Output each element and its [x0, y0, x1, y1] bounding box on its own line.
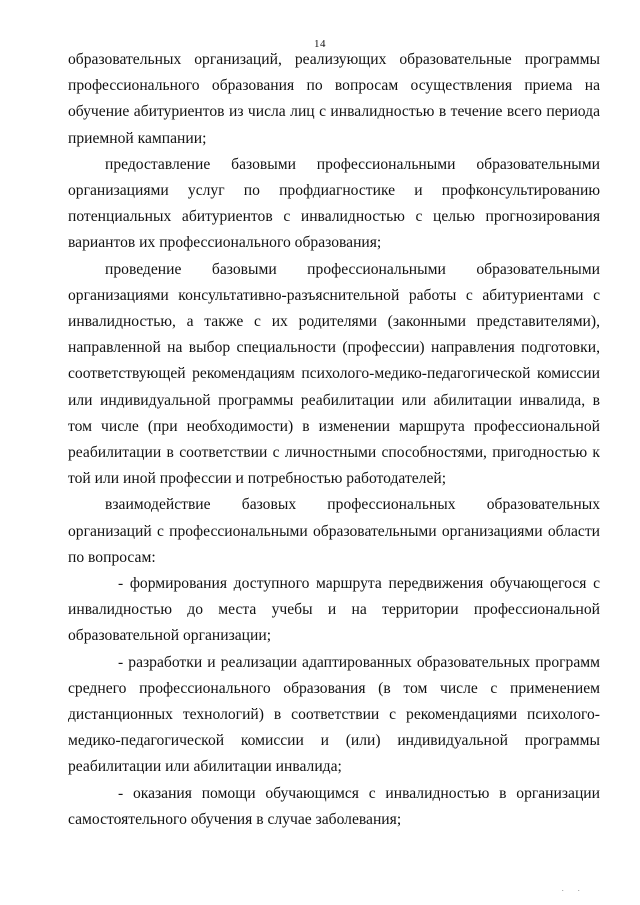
- paragraph-continuation: образовательных организаций, реализующих образовательные программы профессионального образования по вопросам осуществления приема на обучение абитуриентов из числа лиц с инвалидностью в течение всего периода приемной кампании;: [68, 51, 600, 147]
- document-body: [68, 47, 600, 833]
- paragraph-interaction: взаимодействие базовых профессиональных образовательных организаций с профессиональными образовательными организациями области по вопросам:: [68, 496, 600, 566]
- paragraph-profdiagnostics: предоставление базовыми профессиональными образовательными организациями услуг по профдиагностике и профконсультированию потенциальных абитуриентов с инвалидностью с целью прогнозирования вариантов их профессионального образования;: [68, 155, 600, 252]
- page-number: 14: [314, 38, 326, 50]
- paragraph-consulting: проведение базовыми профессиональными образовательными организациями консультативно-разъяснительной работы с абитуриентами с инвалидностью, а также с их родителями (законными представителями), направленной на выбор специальности (профессии) направления подготовки, соответствующей рекомендациям психолого-медико-педагогической комиссии или индивидуальной программы реабилитации или абилитации инвалида, в том числе (при необходимости) в изменении маршрута профессиональной реабилитации в соответствии с личностными способностями, пригодностью к той или иной профессии и потребностью работодателей;: [68, 260, 600, 488]
- list-item-route: - формирования доступного маршрута передвижения обучающегося с инвалидностью до места учебы и на территории профессиональной образовательной организации;: [68, 575, 600, 645]
- list-item-self-study: - оказания помощи обучающимся с инвалидностью в организации самостоятельного обучения в случае заболевания;: [68, 784, 600, 828]
- scan-marks: · ·: [561, 887, 586, 895]
- list-item-programs: - разработки и реализации адаптированных образовательных программ среднего профессионального образования (в том числе с применением дистанционных технологий) в соответствии с рекомендациями психолого-медико-педагогической комиссии и (или) индивидуальной программы реабилитации или абилитации инвалида;: [68, 653, 600, 776]
